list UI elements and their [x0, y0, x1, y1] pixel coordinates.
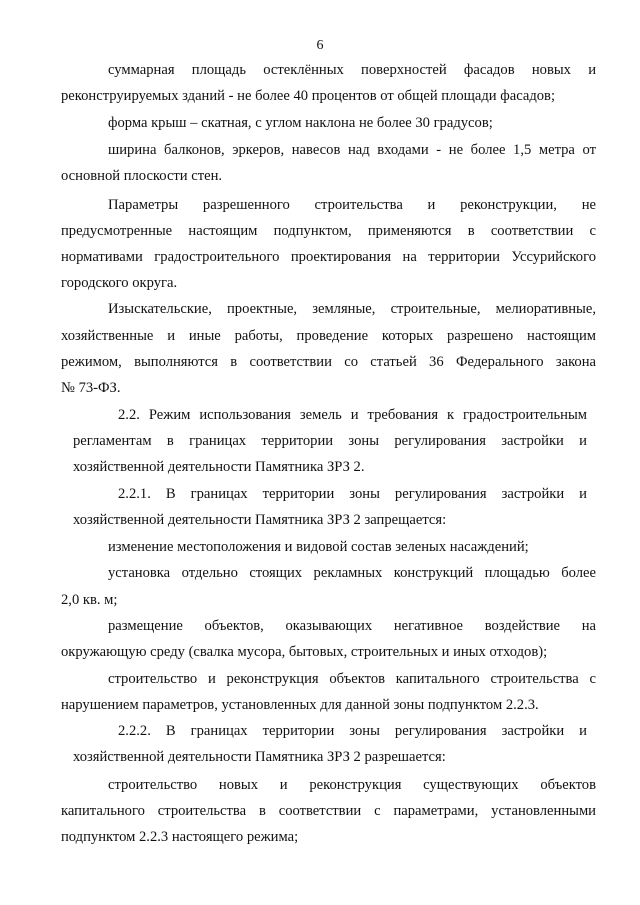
text-line: городского округа. [61, 275, 178, 291]
text-line: хозяйственные и иные работы, проведение которых разрешено настоящим [61, 328, 596, 344]
text-line: нарушением параметров, установленных для данной зоны подпунктом 2.2.3. [61, 697, 539, 713]
text-line: реконструируемых зданий - не более 40 процентов от общей площади фасадов; [61, 88, 555, 104]
section-heading-line: хозяйственной деятельности Памятника ЗРЗ 2. [73, 459, 365, 475]
text-line: строительство и реконструкция объектов капитального строительства с [108, 671, 596, 687]
section-heading-line: 2.2. Режим использования земель и требования к градостроительным [118, 407, 587, 423]
subsection-heading-line: 2.2.1. В границах территории зоны регулирования застройки и [118, 486, 587, 502]
text-line: окружающую среду (свалка мусора, бытовых, строительных и иных отходов); [61, 644, 548, 660]
text-line: 2,0 кв. м; [61, 592, 118, 608]
subsection-heading-line: хозяйственной деятельности Памятника ЗРЗ 2 запрещается: [73, 512, 447, 528]
text-line: суммарная площадь остеклённых поверхностей фасадов новых и [108, 62, 596, 78]
text-line: Изыскательские, проектные, земляные, строительные, мелиоративные, [108, 301, 596, 317]
text-line: предусмотренные настоящим подпунктом, применяются в соответствии с [61, 223, 596, 239]
text-line: установка отдельно стоящих рекламных конструкций площадью более [108, 565, 596, 581]
text-line: нормативами градостроительного проектирования на территории Уссурийского [61, 249, 596, 265]
subsection-heading-line: 2.2.2. В границах территории зоны регулирования застройки и [118, 723, 587, 739]
text-line: подпунктом 2.2.3 настоящего режима; [61, 829, 299, 845]
text-line: форма крыш – скатная, с углом наклона не более 30 градусов; [108, 115, 493, 131]
text-line: строительство новых и реконструкция существующих объектов [108, 777, 596, 793]
text-line: капитального строительства в соответствии с параметрами, установленными [61, 803, 596, 819]
text-line: Параметры разрешенного строительства и реконструкции, не [108, 197, 596, 213]
text-line: размещение объектов, оказывающих негативное воздействие на [108, 618, 596, 634]
section-heading-line: регламентам в границах территории зоны регулирования застройки и [73, 433, 587, 449]
text-line: ширина балконов, эркеров, навесов над входами - не более 1,5 метра от [108, 142, 596, 158]
text-line: № 73-ФЗ. [61, 380, 121, 396]
text-line: режимом, выполняются в соответствии со статьей 36 Федерального закона [61, 354, 596, 370]
text-line: основной плоскости стен. [61, 168, 223, 184]
page-number: 6 [316, 38, 324, 53]
text-line: изменение местоположения и видовой состав зеленых насаждений; [108, 539, 529, 555]
subsection-heading-line: хозяйственной деятельности Памятника ЗРЗ 2 разрешается: [73, 749, 446, 765]
